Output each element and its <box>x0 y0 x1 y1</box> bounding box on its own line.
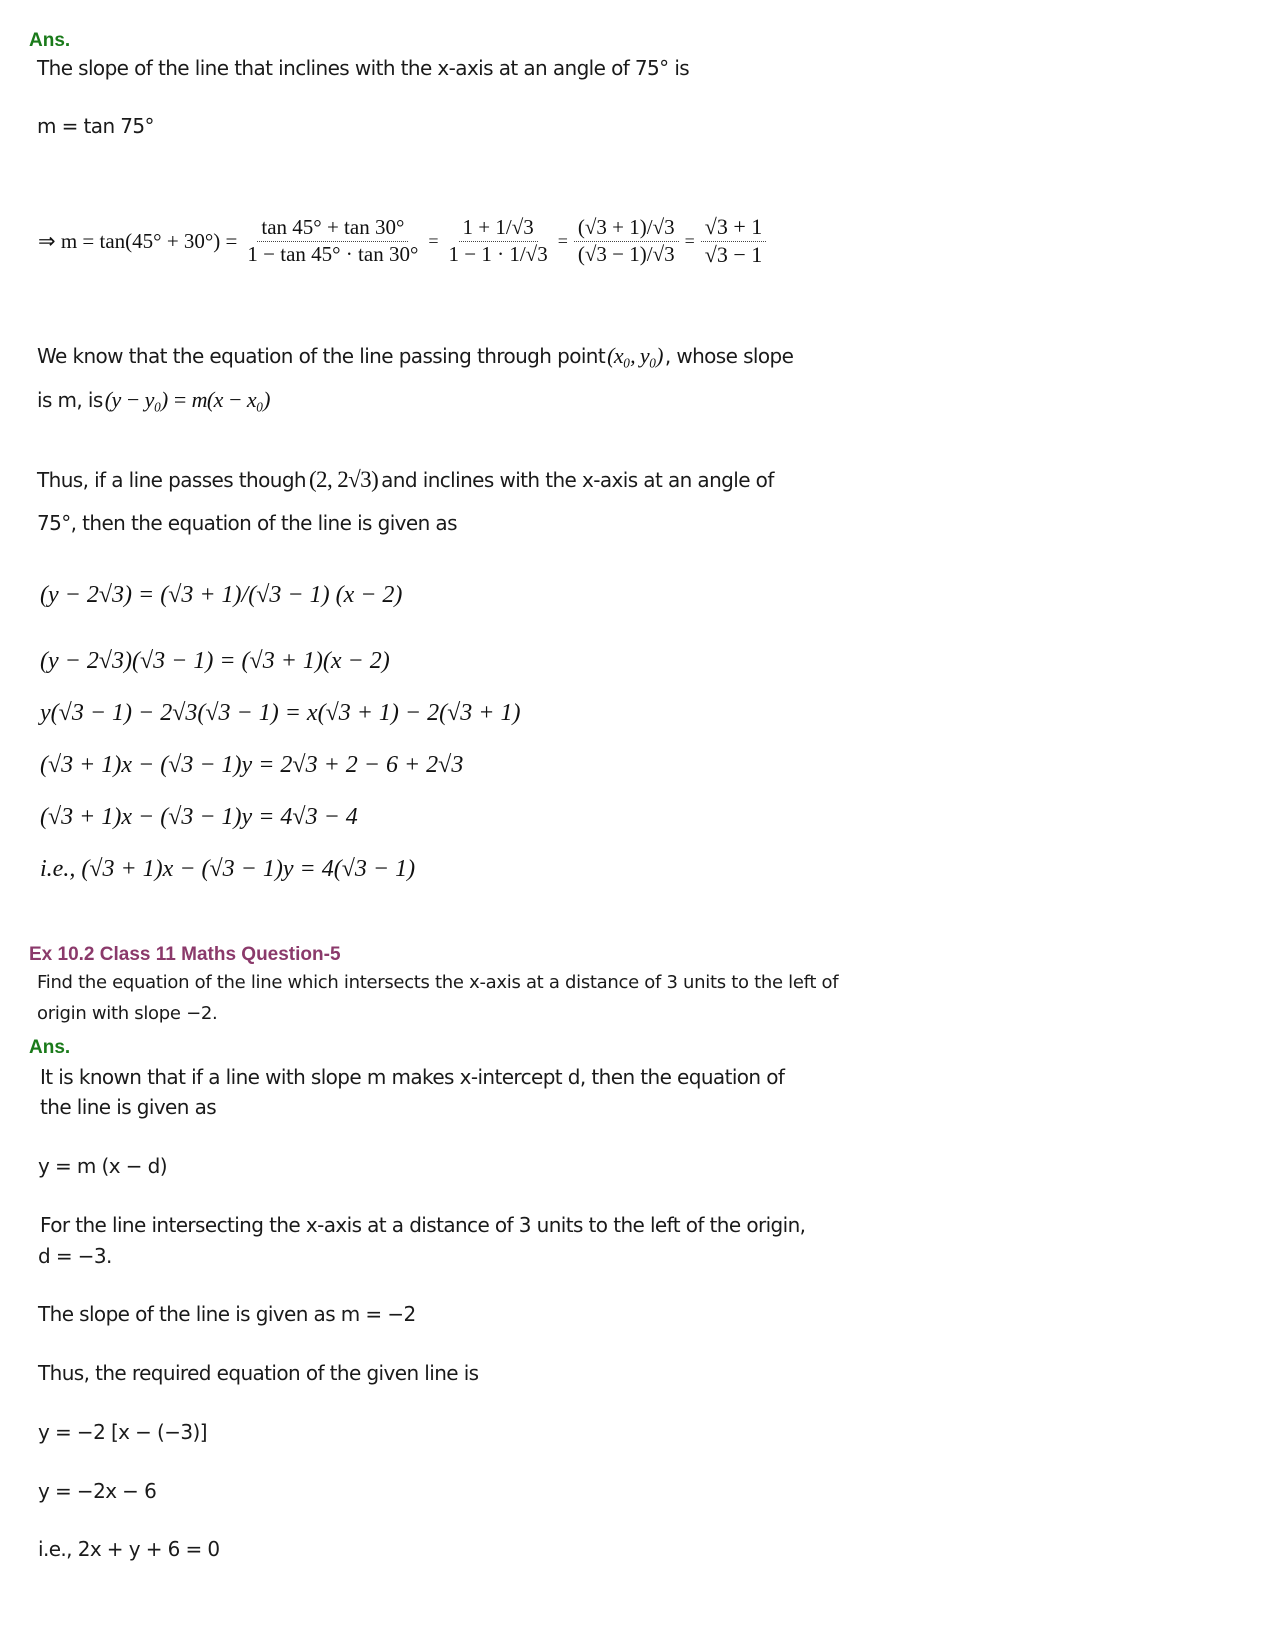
equation-step-5: (√3 + 1)x − (√3 − 1)y = 4√3 − 4 <box>40 804 358 830</box>
answer-label: Ans. <box>29 1037 71 1058</box>
fraction-1-numerator: tan 45° + tan 30° <box>257 216 408 241</box>
point-slope-text-end: , whose slope <box>664 344 794 368</box>
fraction-4-numerator: √3 + 1 <box>701 215 766 241</box>
point-slope-line2 <box>37 387 270 413</box>
answer2-equation-1: y = −2 [x − (−3)] <box>38 1420 207 1444</box>
question-text-line2: origin with slope −2. <box>37 1003 218 1024</box>
fraction-2-denominator: 1 − 1 · 1/√3 <box>448 241 548 266</box>
equals-sign: = <box>684 230 695 251</box>
equals-sign: = <box>557 230 568 251</box>
answer2-required-text: Thus, the required equation of the given line is <box>38 1361 479 1385</box>
thus-text: Thus, if a line passes though <box>37 468 306 492</box>
answer2-para2-line2: d = −3. <box>38 1244 112 1268</box>
answer2-final-equation: i.e., 2x + y + 6 = 0 <box>38 1537 220 1561</box>
point-x0-y0: (x₀, y₀) <box>607 343 663 368</box>
point-slope-text: We know that the equation of the line passing through point <box>37 344 606 368</box>
equals-sign: = <box>428 230 439 251</box>
answer2-equation-2: y = −2x − 6 <box>38 1479 157 1503</box>
question-text-line1: Find the equation of the line which intersects the x-axis at a distance of 3 units to the left of <box>37 972 839 993</box>
given-point: (2, 2√3) <box>309 467 379 492</box>
question-heading: Ex 10.2 Class 11 Maths Question-5 <box>29 944 341 965</box>
intercept-form-equation: y = m (x − d) <box>38 1154 167 1178</box>
answer-label: Ans. <box>29 30 71 51</box>
equation-step-2: (y − 2√3)(√3 − 1) = (√3 + 1)(x − 2) <box>40 648 390 674</box>
fraction-2-numerator: 1 + 1/√3 <box>459 216 538 241</box>
fraction-3-numerator: (√3 + 1)/√3 <box>574 216 679 241</box>
derivation-fraction-2 <box>445 216 552 265</box>
answer2-slope-text: The slope of the line is given as m = −2 <box>38 1302 416 1326</box>
point-slope-line1 <box>37 343 793 369</box>
thus-line2: 75°, then the equation of the line is given as <box>37 511 457 535</box>
fraction-3-denominator: (√3 − 1)/√3 <box>577 241 675 266</box>
answer2-para1-line2: the line is given as <box>40 1095 217 1119</box>
thus-line1 <box>37 467 774 493</box>
fraction-4-denominator: √3 − 1 <box>704 241 763 267</box>
equation-step-1: (y − 2√3) = (√3 + 1)/(√3 − 1) (x − 2) <box>40 582 403 608</box>
point-slope-text-2: is m, is <box>37 388 103 412</box>
thus-text-end: and inclines with the x-axis at an angle of <box>381 468 774 492</box>
answer2-para2-line1: For the line intersecting the x-axis at a distance of 3 units to the left of the origin, <box>40 1213 806 1237</box>
answer-intro-text: The slope of the line that inclines with the x-axis at an angle of 75° is <box>37 56 690 80</box>
equation-step-6: i.e., (√3 + 1)x − (√3 − 1)y = 4(√3 − 1) <box>40 856 416 882</box>
point-slope-formula: (y − y₀) = m(x − x₀) <box>104 387 270 412</box>
derivation-lhs: ⇒ m = tan(45° + 30°) = <box>38 228 238 253</box>
slope-equation: m = tan 75° <box>37 114 154 138</box>
answer2-para1-line1: It is known that if a line with slope m makes x-intercept d, then the equation of <box>40 1065 785 1089</box>
slope-derivation <box>38 176 772 306</box>
fraction-1-denominator: 1 − tan 45° · tan 30° <box>247 241 419 266</box>
derivation-fraction-4 <box>701 215 766 266</box>
equation-step-4: (√3 + 1)x − (√3 − 1)y = 2√3 + 2 − 6 + 2√3 <box>40 752 464 778</box>
equation-step-3: y(√3 − 1) − 2√3(√3 − 1) = x(√3 + 1) − 2(√3 + 1) <box>40 700 521 726</box>
derivation-fraction-3 <box>574 216 679 265</box>
derivation-fraction-1 <box>243 216 422 265</box>
